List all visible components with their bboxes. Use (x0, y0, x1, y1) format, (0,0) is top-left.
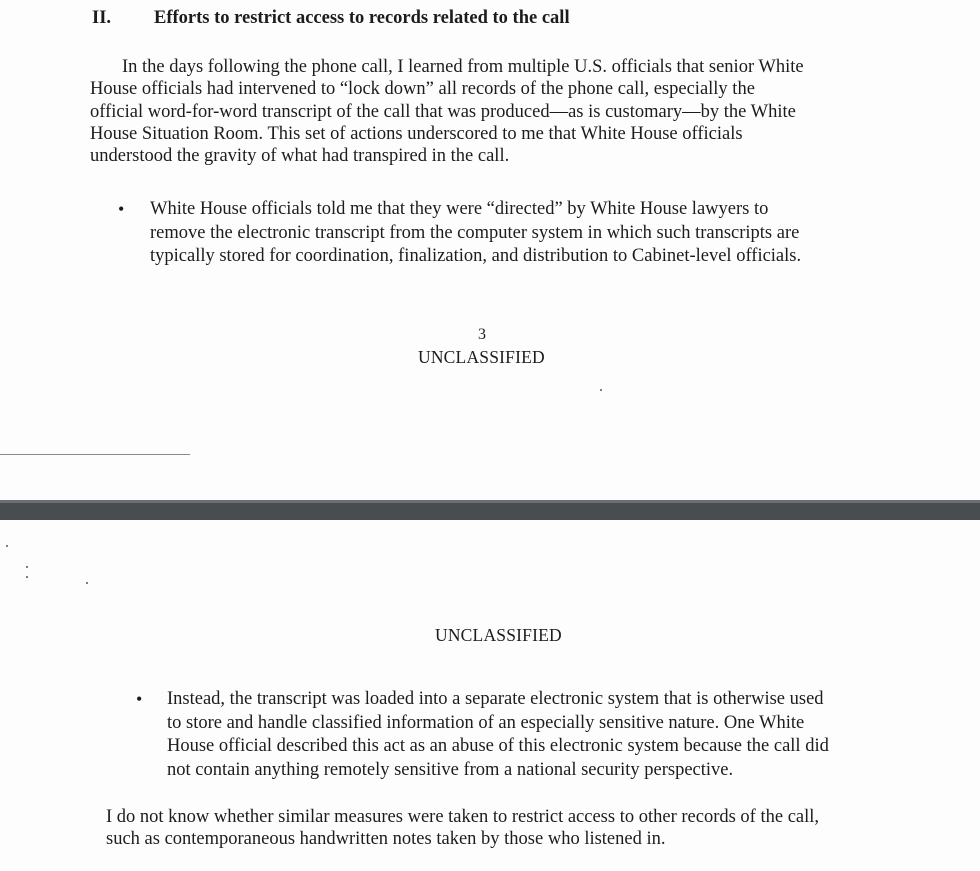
scan-speck (86, 582, 88, 584)
paragraph-line: House Situation Room. This set of actions underscored to me that White House officials (90, 123, 743, 144)
bullet-icon: • (118, 199, 125, 219)
paragraph-line: understood the gravity of what had transpired in the call. (90, 146, 510, 167)
bullet-icon: • (136, 689, 143, 709)
bullet-line: not contain anything remotely sensitive from a national security perspective. (167, 759, 734, 780)
classification-header: UNCLASSIFIED (435, 625, 562, 645)
scan-speck (26, 576, 28, 578)
page-separator (0, 500, 980, 520)
paragraph-line: I do not know whether similar measures were taken to restrict access to other records of the call, (106, 807, 820, 827)
paragraph-line: House officials had intervened to “lock down” all records of the phone call, especially the (90, 79, 755, 100)
page-number: 3 (478, 326, 486, 343)
scan-speck (600, 389, 602, 391)
classification-footer: UNCLASSIFIED (418, 347, 545, 367)
section-heading (92, 8, 570, 29)
section-number: II. (92, 8, 112, 28)
paragraph-closing (106, 806, 819, 851)
bullet-line: White House officials told me that they were “directed” by White House lawyers to (150, 199, 769, 219)
paragraph-intro (90, 56, 804, 167)
bullet-line: House official described this act as an abuse of this electronic system because the call did (167, 736, 829, 756)
footnote-rule (0, 454, 190, 455)
scan-speck (6, 545, 8, 547)
section-title: Efforts to restrict access to records related to the call (154, 8, 570, 28)
bullet-line: typically stored for coordination, finalization, and distribution to Cabinet-level officials. (150, 246, 802, 266)
paragraph-line: such as contemporaneous handwritten notes taken by those who listened in. (106, 829, 666, 850)
bullet-line: remove the electronic transcript from the computer system in which such transcripts are (150, 222, 800, 243)
bullet-line: Instead, the transcript was loaded into a separate electronic system that is otherwise used (167, 689, 824, 709)
bullet-line: to store and handle classified information of an especially sensitive nature. One White (167, 712, 805, 733)
paragraph-line: In the days following the phone call, I learned from multiple U.S. officials that senior White (122, 57, 804, 77)
paragraph-line: official word-for-word transcript of the call that was produced—as is customary—by the White (90, 101, 796, 122)
scan-speck (26, 566, 28, 568)
